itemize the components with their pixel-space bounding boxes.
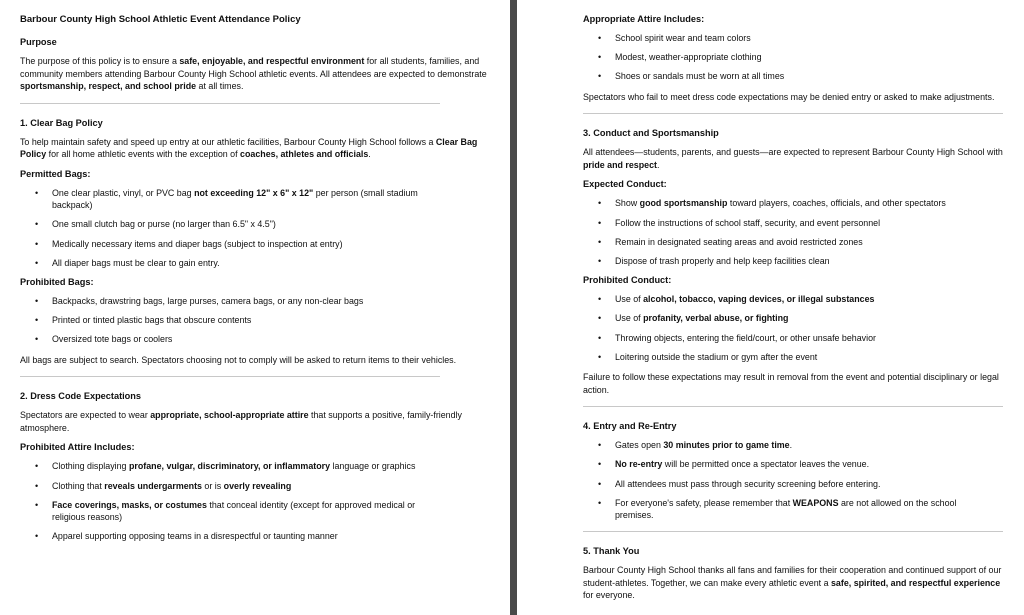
text-run: Clothing that [52, 480, 105, 491]
section-divider [20, 376, 440, 377]
bold-text: pride and respect [583, 159, 657, 170]
list-item [583, 351, 995, 363]
text-run: . [368, 149, 371, 160]
prohibited-bags-list [20, 295, 490, 346]
text-run: Dispose of trash properly and help keep facilities clean [615, 256, 830, 266]
list-item [20, 187, 424, 211]
text-run: To help maintain safety and speed up entry at our athletic facilities, Barbour County High School follows a [20, 136, 436, 147]
section-divider [583, 406, 1003, 407]
text-run: All diaper bags must be clear to gain entry. [52, 257, 220, 268]
bold-text: Face coverings, masks, or costumes [52, 499, 207, 510]
list-item [20, 238, 424, 250]
text-run: Gates open [615, 440, 664, 451]
text-run: Clothing displaying [52, 461, 129, 472]
list-item [583, 293, 995, 305]
purpose-paragraph [20, 55, 490, 93]
clear-bag-paragraph [20, 136, 490, 161]
text-run: All attendees—students, parents, and guests—are expected to represent Barbour County High School with [583, 147, 1003, 158]
list-item [20, 295, 424, 307]
appropriate-attire-heading: Appropriate Attire Includes: [583, 14, 705, 24]
bold-text: 30 minutes prior to game time [663, 440, 790, 451]
list-item [583, 439, 995, 451]
bold-text: coaches, athletes and officials [240, 149, 369, 160]
text-run: Use of [615, 294, 644, 305]
conduct-note: Failure to follow these expectations may result in removal from the event and potential disciplinary or legal action. [583, 372, 999, 395]
text-run: All attendees must pass through security screening before entering. [615, 478, 881, 489]
bold-text: profanity, verbal abuse, or fighting [643, 313, 789, 324]
text-run: One small clutch bag or purse (no larger than 6.5" x 4.5") [52, 219, 276, 230]
list-item [20, 460, 424, 472]
text-run: Apparel supporting opposing teams in a disrespectful or taunting manner [52, 531, 338, 542]
document-page-right [517, 0, 1024, 615]
expected-conduct-list [583, 197, 1006, 267]
list-item [20, 257, 424, 269]
document-title: Barbour County High School Athletic Event Attendance Policy [20, 14, 301, 25]
text-run: for all students, families, and community members attending Barbour County High School athletic events. All attendees are expected to demonstrate [20, 56, 487, 79]
prohibited-conduct-heading: Prohibited Conduct: [583, 275, 672, 286]
list-item [583, 497, 995, 521]
list-item [583, 236, 995, 248]
text-run: that supports a positive, family-friendly atmosphere. [20, 410, 462, 433]
bold-text: WEAPONS [792, 497, 839, 508]
text-run: for all home athletic events with the exception of [46, 149, 241, 160]
list-item [583, 255, 995, 267]
bold-text: overly revealing [223, 480, 292, 491]
thank-you-paragraph [583, 564, 1006, 602]
text-run: Loitering outside the stadium or gym after the event [615, 351, 818, 362]
text-run: Printed or tinted plastic bags that obscure contents [52, 315, 252, 326]
prohibited-bags-heading: Prohibited Bags: [20, 276, 94, 287]
prohibited-attire-heading: Prohibited Attire Includes: [20, 442, 135, 453]
text-run: that conceal identity (except for approved medical or religious reasons) [52, 499, 416, 522]
list-item [20, 480, 424, 492]
permitted-bags-heading: Permitted Bags: [20, 168, 91, 179]
section-divider [20, 103, 440, 104]
list-item [583, 312, 995, 324]
text-run: Shoes or sandals must be worn at all times [615, 71, 785, 82]
list-item [583, 458, 995, 470]
text-run: For everyone's safety, please remember that [615, 497, 793, 508]
list-item [583, 217, 995, 229]
list-item [20, 218, 424, 230]
text-run: Modest, weather-appropriate clothing [615, 52, 762, 63]
list-item [583, 478, 995, 490]
bold-text: safe, spirited, and respectful experience [831, 577, 1001, 588]
text-run: language or graphics [330, 461, 416, 472]
text-run: Remain in designated seating areas and avoid restricted zones [615, 236, 863, 247]
bold-text: appropriate, school-appropriate attire [150, 410, 309, 421]
bold-text: reveals undergarments [104, 480, 202, 491]
text-run: Throwing objects, entering the field/court, or other unsafe behavior [615, 332, 876, 343]
text-run: will be permitted once a spectator leaves the venue. [662, 459, 870, 470]
text-run: . [656, 159, 660, 170]
list-item [583, 332, 995, 344]
bold-text: profane, vulgar, discriminatory, or inflammatory [128, 461, 331, 472]
text-run: Oversized tote bags or coolers [52, 334, 173, 345]
text-run: School spirit wear and team colors [615, 33, 751, 43]
conduct-heading: 3. Conduct and Sportsmanship [583, 128, 719, 139]
list-item [583, 70, 995, 82]
prohibited-conduct-list [583, 293, 1006, 363]
text-run: Show [615, 198, 640, 209]
text-run: for everyone. [583, 590, 635, 601]
entry-list [583, 439, 1006, 521]
bold-text: safe, enjoyable, and respectful environment [179, 56, 365, 66]
bold-text: good sportsmanship [639, 198, 728, 209]
text-run: The purpose of this policy is to ensure a [20, 56, 180, 66]
text-run: or is [201, 480, 224, 491]
list-item [583, 32, 995, 44]
thank-you-heading: 5. Thank You [583, 546, 640, 557]
appropriate-attire-list [583, 32, 1006, 83]
bags-note: All bags are subject to search. Spectators choosing not to comply will be asked to return items to their vehicles. [20, 354, 457, 365]
list-item [583, 197, 995, 209]
section-divider [583, 113, 1003, 114]
text-run: Follow the instructions of school staff, security, and event personnel [615, 217, 881, 228]
text-run: are not allowed on the school premises. [615, 497, 957, 521]
dress-code-paragraph [20, 409, 490, 434]
list-item [20, 530, 424, 542]
list-item [20, 314, 424, 326]
permitted-bags-list [20, 187, 490, 269]
prohibited-attire-list [20, 460, 490, 542]
bold-text: Clear Bag Policy [20, 136, 478, 160]
list-item [20, 499, 424, 523]
entry-heading: 4. Entry and Re-Entry [583, 421, 677, 432]
text-run: One clear plastic, vinyl, or PVC bag [52, 187, 195, 198]
dress-code-heading: 2. Dress Code Expectations [20, 391, 142, 402]
list-item [583, 51, 995, 63]
text-run: Barbour County High School thanks all fans and families for their cooperation and continued support of our student-athletes. Together, we can make every athletic event a [583, 565, 1002, 588]
attire-note: Spectators who fail to meet dress code expectations may be denied entry or asked to make adjustments. [583, 91, 995, 102]
text-run: per person (small stadium backpack) [52, 187, 418, 211]
expected-conduct-heading: Expected Conduct: [583, 179, 667, 190]
list-item [20, 333, 424, 345]
text-run: Spectators are expected to wear [20, 410, 151, 421]
clear-bag-heading: 1. Clear Bag Policy [20, 117, 103, 128]
bold-text: not exceeding 12" x 6" x 12" [194, 187, 314, 198]
bold-text: alcohol, tobacco, vaping devices, or illegal substances [643, 294, 875, 305]
text-run: at all times. [196, 81, 244, 92]
text-run: Use of [615, 313, 644, 324]
section-divider [583, 531, 1003, 532]
text-run: . [789, 440, 793, 451]
text-run: Medically necessary items and diaper bags (subject to inspection at entry) [52, 238, 343, 249]
text-run: Backpacks, drawstring bags, large purses, camera bags, or any non-clear bags [52, 295, 364, 306]
text-run: toward players, coaches, officials, and other spectators [727, 198, 946, 209]
document-page-left [0, 0, 510, 615]
bold-text: No re-entry [615, 459, 663, 470]
purpose-heading: Purpose [20, 37, 57, 47]
bold-text: sportsmanship, respect, and school pride [20, 81, 197, 92]
conduct-paragraph [583, 146, 1006, 171]
